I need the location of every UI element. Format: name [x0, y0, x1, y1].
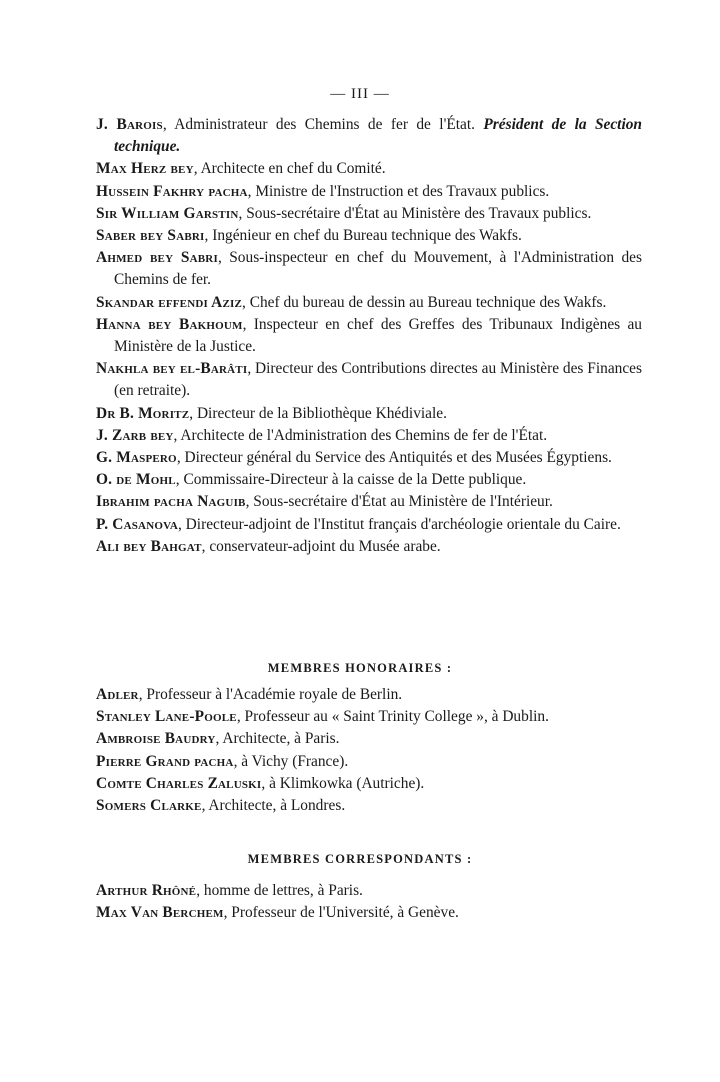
member-name: Ali bey Bahgat [96, 537, 202, 555]
member-role: , Architecte en chef du Comité. [193, 160, 386, 178]
corresponding-entry [96, 880, 642, 902]
member-name: G. Maspero [96, 449, 177, 467]
member-role: , Professeur au « Saint Trinity College », à Dublin. [236, 708, 549, 726]
honorary-entry [96, 751, 642, 773]
member-entry [96, 403, 642, 425]
page-number: — III — [330, 86, 390, 102]
member-role: , Inspecteur en chef des Greffes des Tribunaux Indigènes au Ministère de la Justice. [114, 315, 642, 356]
member-role: , Professeur de l'Université, à Genève. [223, 904, 459, 922]
member-name: J. Zarb bey [96, 426, 174, 444]
member-name: Pierre Grand pacha [96, 752, 234, 770]
member-name: Max Van Berchem [96, 904, 224, 922]
member-name: Adler [96, 686, 139, 703]
members-list [96, 114, 642, 558]
member-entry [96, 158, 642, 180]
member-role: , Architecte de l'Administration des Chemins de fer de l'État. [173, 426, 548, 444]
corresponding-entry [96, 902, 642, 924]
corresponding-members-list [96, 880, 642, 924]
member-name: Saber bey Sabri [96, 227, 205, 245]
member-name: Hussein Fakhry pacha [96, 182, 248, 200]
honorary-entry [96, 706, 642, 728]
member-role: , Administrateur des Chemins de fer de l'État. [162, 116, 475, 133]
member-name: Hanna bey Bakhoum [96, 315, 243, 333]
honorary-entry [96, 773, 642, 795]
member-name: Somers Clarke [96, 797, 202, 815]
honorary-entry [96, 795, 642, 817]
member-role: , Architecte, à Paris. [215, 730, 340, 748]
member-role: , à Vichy (France). [233, 752, 349, 770]
member-name: Stanley Lane-Poole [96, 708, 237, 726]
member-entry [96, 314, 642, 358]
member-name: Ahmed bey Sabri [96, 249, 218, 267]
member-entry [96, 181, 642, 203]
member-name: Arthur Rhôné [96, 882, 197, 899]
member-entry [96, 225, 642, 247]
member-name: Ambroise Baudry [96, 730, 216, 748]
member-entry [96, 491, 642, 513]
member-entry [96, 358, 642, 402]
member-role: , Ministre de l'Instruction et des Travaux publics. [247, 182, 550, 200]
member-name: O. de Mohl [96, 471, 176, 489]
honorary-entry [96, 684, 642, 706]
member-role: , Architecte, à Londres. [201, 797, 346, 815]
member-role: , Commissaire-Directeur à la caisse de la Dette publique. [175, 471, 527, 489]
member-entry [96, 514, 642, 536]
member-entry [96, 292, 642, 314]
member-role: , Directeur des Contributions directes au Ministère des Finances (en retraite). [114, 360, 643, 400]
member-entry [96, 114, 642, 158]
member-role: , Ingénieur en chef du Bureau technique des Wakfs. [204, 227, 522, 245]
member-role: , Directeur de la Bibliothèque Khédiviale. [189, 404, 447, 422]
honorary-entry [96, 728, 642, 750]
honorary-members-heading: MEMBRES HONORAIRES : [267, 661, 453, 675]
member-name: Nakhla bey el-Barâti [96, 360, 248, 378]
member-role: , conservateur-adjoint du Musée arabe. [201, 537, 441, 555]
member-name: J. Barois [96, 116, 163, 133]
member-note: Président de la Section technique. [114, 116, 642, 156]
member-role: , Sous-inspecteur en chef du Mouvement, à l'Administration des Chemins de fer. [114, 249, 642, 289]
member-name: P. Casanova [96, 515, 178, 533]
member-name: Dr B. Moritz [96, 404, 190, 422]
member-name: Sir William Garstin [96, 204, 239, 222]
member-role: , homme de lettres, à Paris. [196, 882, 363, 899]
member-entry [96, 247, 642, 291]
member-role: , Sous-secrétaire d'État au Ministère des Travaux publics. [238, 204, 592, 222]
member-entry [96, 425, 642, 447]
member-role: , à Klimkowka (Autriche). [261, 774, 425, 792]
member-name: Comte Charles Zaluski [96, 774, 262, 792]
member-role: , Chef du bureau de dessin au Bureau technique des Wakfs. [242, 293, 607, 311]
member-role: , Directeur général du Service des Antiquités et des Musées Égyptiens. [176, 449, 612, 467]
member-role: , Professeur à l'Académie royale de Berlin. [138, 686, 403, 703]
honorary-members-list [96, 684, 642, 817]
member-entry [96, 447, 642, 469]
member-name: Skandar effendi Aziz [96, 293, 243, 311]
member-entry [96, 469, 642, 491]
corresponding-members-heading: MEMBRES CORRESPONDANTS : [247, 852, 473, 866]
member-entry [96, 536, 642, 558]
member-role: , Directeur-adjoint de l'Institut français d'archéologie orientale du Caire. [177, 515, 621, 533]
member-entry [96, 203, 642, 225]
member-name: Ibrahim pacha Naguib [96, 493, 246, 511]
member-name: Max Herz bey [96, 160, 194, 178]
member-role: , Sous-secrétaire d'État au Ministère de l'Intérieur. [245, 493, 553, 511]
